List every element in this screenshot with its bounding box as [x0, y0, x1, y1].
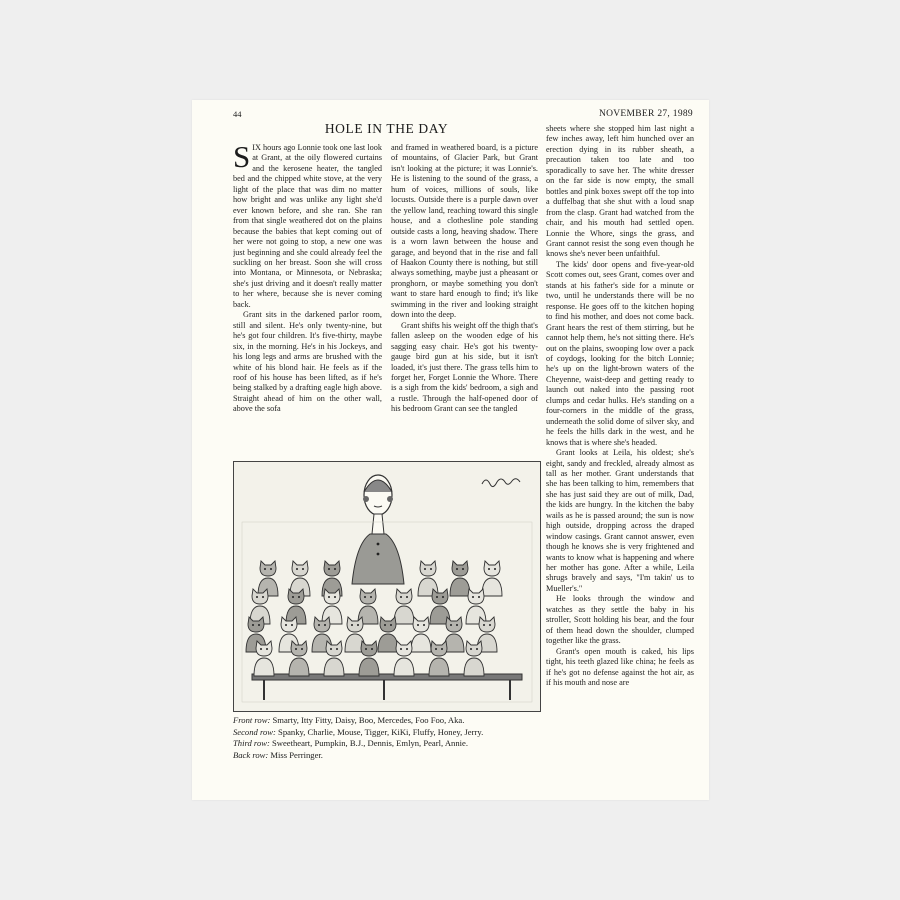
paragraph: Grant looks at Leila, his oldest; she's eight, sandy and freckled, already almost as tall as her mother. Grant understands that she has been talking to him, remembers that she has just said they are out of milk, Dad, the kids are hungry. In the kitchen the baby wails as he is passed around; the sun is now high outside, dropping across the draped window casings. Grant cannot answer, even though he knows she is very frightened and wants to know what is happening and where her mother has gone. After a while, Leila shrugs bravely and says, "I'm takin' us to Mueller's."	[546, 448, 694, 593]
caption-row-names: Miss Perringer.	[268, 749, 323, 760]
paragraph: He looks through the window and watches as they settle the baby in his stroller, Scott holding his bear, and the four of them head down the shoulder, clumped together like the grass.	[546, 594, 694, 646]
magazine-page	[192, 100, 709, 800]
paragraph	[233, 143, 382, 310]
page-number: 44	[233, 109, 242, 119]
caption-row-names: Spanky, Charlie, Mouse, Tigger, KiKi, Fluffy, Honey, Jerry.	[275, 726, 484, 737]
caption-row-label: Back row:	[233, 749, 269, 760]
caption-line	[233, 715, 539, 727]
issue-date: NOVEMBER 27, 1989	[598, 109, 693, 119]
paragraph: Grant's open mouth is caked, his lips tight, his teeth glazed like china; he feels as if he's got no defense against the hot air, as if his mouth and nose are	[546, 646, 694, 688]
caption-line	[233, 738, 539, 750]
paragraph: sheets where she stopped him last night a few inches away, left him hunched over an erection dying in its rubber sheath, a precaution taken too late and too sporadically to save her. The white dresser on the far side is now empty, the small bottles and pink boxes swept off the top into a duffelbag that she shut with a loud snap from the clasp. Grant had watched from the chair, and his mouth had settled open. Lonnie the Whore, sings the grass, and Grant cannot resist the song even though he knows she's never been unfaithful.	[546, 124, 694, 259]
paragraph: Grant shifts his weight off the thigh that's fallen asleep on the wooden edge of his sagging easy chair. He's got his twenty-gauge bird gun at his side, but it isn't loaded, it's just there. The grass tells him to forget her, Forget Lonnie the Whore. There is a sigh from the kids' bedroom, a sigh and a rustle. Through the half-opened door of his bedroom Grant can see the tangled	[391, 320, 538, 414]
caption-line	[233, 750, 539, 762]
paragraph: Grant sits in the darkened parlor room, still and silent. He's only twenty-nine, but he's got four children. It's five-thirty, maybe six, in the morning. He's in his Jockeys, and his long legs and arms are brushed with the white of his blond hair. He feels as if the roof of his house has been lifted, as if he's being stalked by a drafting eagle high above. Straight ahead of him on the other wall, above the sofa	[233, 310, 382, 414]
paragraph-text: IX hours ago Lonnie took one last look at Grant, at the oily flowered curtains and the kerosene heater, the tangled bed and the chipped white stove, at the very light of the place that was dim no matter how bright and was unlike any light she'd ever known before, and she ran. She ran from that single weathered dot on the plains because the babies that kept coming out of her were not going to stop, a new one was just beginning and she could already feel the suckling on her breast. Soon she will cross into Montana, or Minnesota, or Nebraska; she's just driving and it doesn't really matter to her where, because she is never coming back.	[233, 143, 382, 309]
cartoon-illustration	[233, 461, 541, 712]
text-column-2	[391, 143, 538, 453]
caption-row-names: Sweetheart, Pumpkin, B.J., Dennis, Emlyn, Pearl, Annie.	[269, 738, 468, 748]
caption-line	[233, 727, 539, 739]
caption-row-names: Smarty, Itty Fitty, Daisy, Boo, Mercedes, Foo Foo, Aka.	[270, 715, 465, 725]
cartoon-drawing	[234, 462, 540, 711]
text-column-3	[546, 124, 694, 792]
drop-cap: S	[233, 143, 251, 174]
paragraph: The kids' door opens and five-year-old Scott comes out, sees Grant, comes over and stands at his father's side for a minute or two, until he understands there will be no response. He goes off to the kitchen hoping to find his mother, and does not come back. Grant hears the rest of them stirring, but he cannot help them, he's not sitting there. He's out on the plains, swooping low over a pack of coydogs, looking for the bitch Lonnie; he's up on the light-brown waters of the Cheyenne, waist-deep and getting ready to launch out naked into the passing root clumps and cedar hulks. He's standing on a four-corners in the middle of the grass, underneath the solid dome of silver sky, and he feels the hills dark in the west, and he knows that is where she's headed.	[546, 259, 694, 447]
caption-row-label: Front row:	[233, 715, 271, 725]
article-title: HOLE IN THE DAY	[324, 121, 449, 136]
text-column-1	[233, 143, 382, 453]
cartoon-caption	[233, 715, 539, 761]
caption-row-label: Second row:	[233, 726, 276, 737]
caption-row-label: Third row:	[233, 738, 270, 748]
paragraph: and framed in weathered board, is a picture of mountains, of Glacier Park, but Grant isn't looking at the picture; it was Lonnie's. He is listening to the sound of the grass, a hum of voices, millions of souls, like locusts. Outside there is a purple dawn over the yellow land, reaching toward this single house, and a clothesline pole standing outside casts a long, heaving shadow. There is a worn lawn between the house and garage, and beyond that in the rise and fall of Haakon County there is nothing, but still always something, maybe just a pheasant or pronghorn, or maybe something you don't want to stare hard enough to find; it's like swimming in the river and looking straight down into the deep.	[391, 143, 538, 320]
